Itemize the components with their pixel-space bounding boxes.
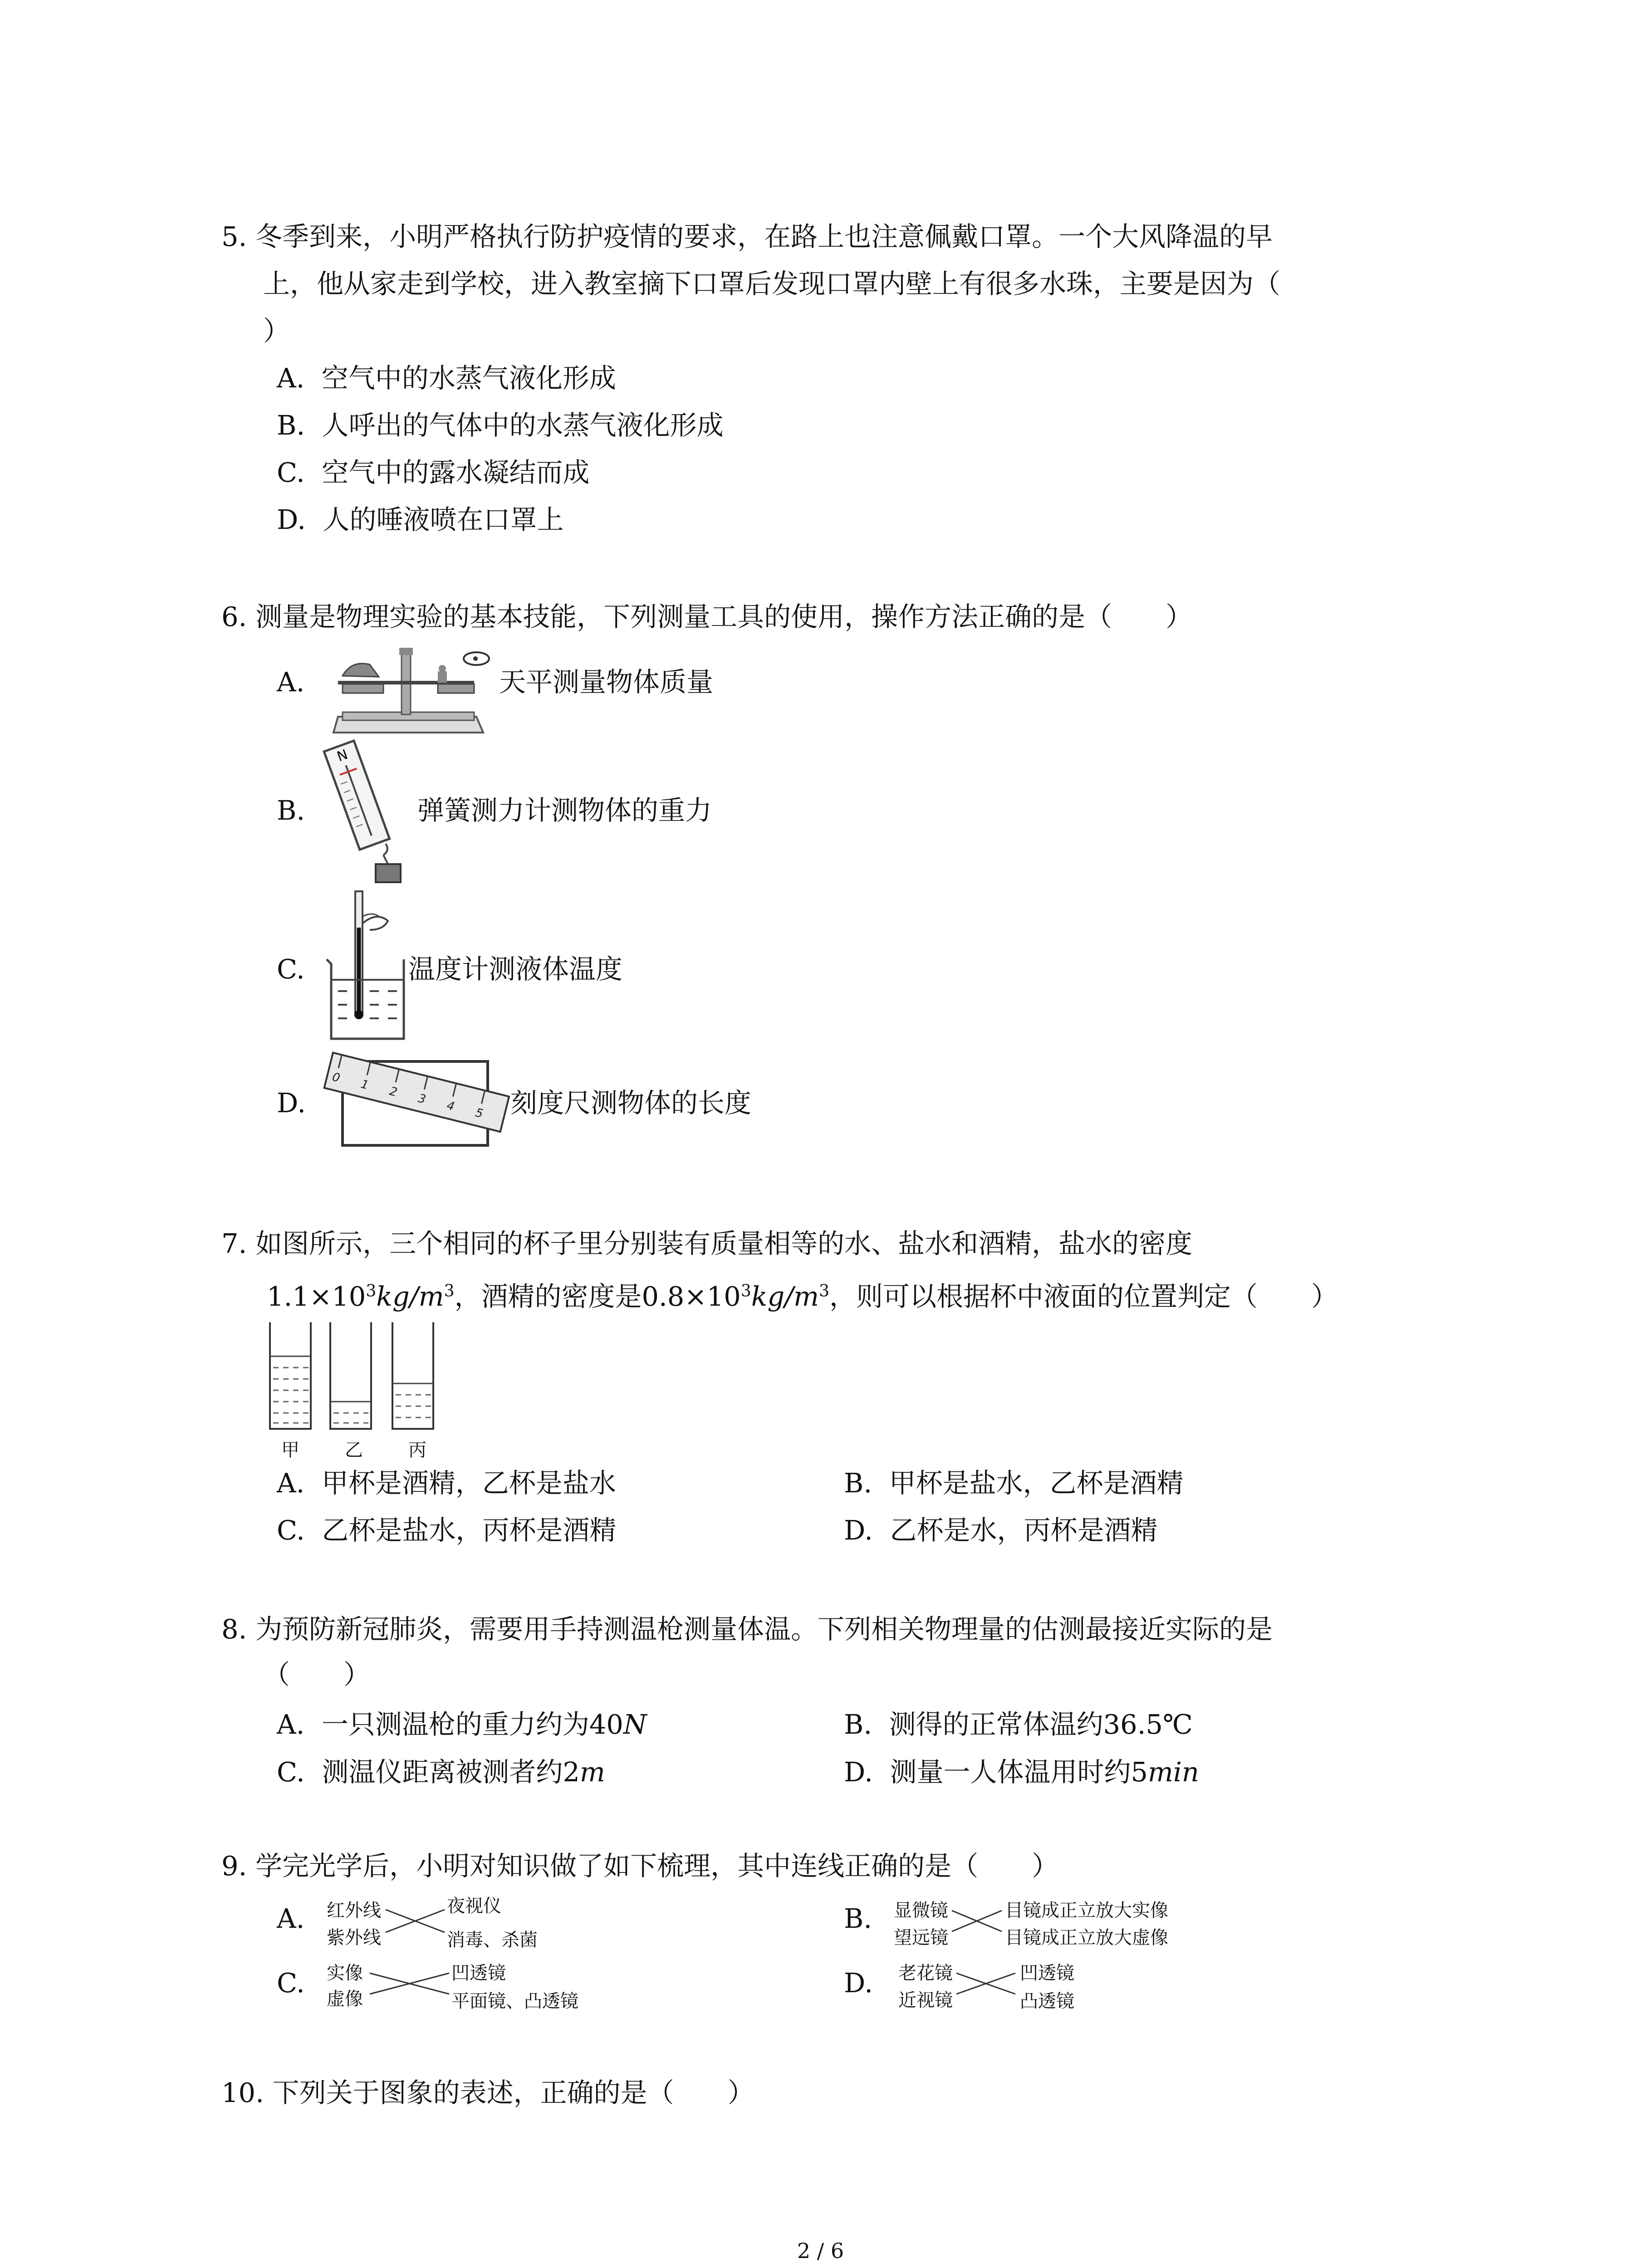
q9c-right-1: 凹透镜 [451,1963,506,1984]
q9-option-b-letter: B. [844,1903,872,1934]
q8-option-b: B. 测得的正常体温约36.5℃ [844,1709,1193,1740]
q7-option-a: A. 甲杯是酒精，乙杯是盐水 [277,1467,616,1499]
q9-stem: 9. 学完光学后，小明对知识做了如下梳理，其中连线正确的是（ ） [221,1850,1059,1882]
page-number: 2 / 6 [797,2239,844,2263]
q9-option-c-letter: C. [277,1967,305,1999]
q10-stem: 10. 下列关于图象的表述，正确的是（ ） [221,2077,754,2108]
q9d-left-1: 老花镜 [898,1963,953,1984]
q7-option-b: B. 甲杯是盐水，乙杯是酒精 [844,1467,1184,1499]
q9c-cross-lines [370,1968,449,1999]
q9b-left-2: 望远镜 [894,1927,948,1948]
ruler-tick-4: 4 [445,1099,456,1114]
q9-option-d-letter: D. [844,1967,873,1999]
q9a-right-1: 夜视仪 [447,1896,501,1916]
q8-line-1: 8. 为预防新冠肺炎，需要用手持测温枪测量体温。下列相关物理量的估测最接近实际的是 [221,1613,1273,1645]
q9d-right-1: 凹透镜 [1020,1963,1074,1984]
q5-option-c: C. 空气中的露水凝结而成 [277,457,590,488]
ruler-figure [320,1052,515,1152]
balance-scale-figure [324,640,497,735]
q9b-left-1: 显微镜 [894,1900,948,1921]
q6-option-c-letter: C. [277,953,305,985]
q6-option-d-text: 刻度尺测物体的长度 [510,1087,752,1119]
q9b-right-2: 目镜成正立放大虚像 [1005,1927,1168,1948]
cup-label-yi: 乙 [345,1440,363,1461]
q9a-left-1: 红外线 [327,1900,381,1921]
q6-option-c-text: 温度计测液体温度 [408,953,623,985]
q5-line-2: 上，他从家走到学校，进入教室摘下口罩后发现口罩内壁上有很多水珠，主要是因为（ [263,268,1281,299]
cup-label-bing: 丙 [408,1440,426,1461]
three-cups-figure [263,1322,454,1454]
q5-option-b: B. 人呼出的气体中的水蒸气液化形成 [277,410,724,441]
q6-option-a-text: 天平测量物体质量 [499,666,714,698]
q7-option-d: D. 乙杯是水，丙杯是酒精 [844,1515,1158,1546]
q5-option-a: A. 空气中的水蒸气液化形成 [277,362,616,394]
q9a-left-2: 紫外线 [327,1927,381,1948]
q9a-right-2: 消毒、杀菌 [447,1930,538,1950]
q9d-cross-lines [956,1968,1015,1999]
q5-line-3: ） [263,315,290,347]
ruler-tick-0: 0 [331,1070,342,1085]
q9c-left-2: 虚像 [327,1989,363,2009]
q9a-cross-lines [386,1903,445,1939]
q6-stem: 6. 测量是物理实验的基本技能，下列测量工具的使用，操作方法正确的是（ ） [221,601,1193,632]
q6-option-a-letter: A. [277,666,305,698]
ruler-tick-3: 3 [416,1091,427,1107]
q9d-right-2: 凸透镜 [1020,1991,1074,2012]
ruler-tick-5: 5 [474,1106,485,1121]
q6-option-b-letter: B. [277,795,305,826]
q8-option-d: D. 测量一人体温用时约5min [844,1756,1199,1788]
q9b-cross-lines [952,1905,1002,1937]
ruler-tick-2: 2 [388,1084,399,1100]
q7-option-c: C. 乙杯是盐水，丙杯是酒精 [277,1515,617,1546]
spring-scale-figure [318,739,417,889]
spring-scale-n-label: N [335,746,350,765]
q5-line-1: 5. 冬季到来，小明严格执行防护疫情的要求，在路上也注意佩戴口罩。一个大风降温的早 [221,221,1273,252]
q9d-left-2: 近视镜 [898,1990,953,2011]
q9c-left-1: 实像 [327,1963,363,1984]
q6-option-b-text: 弹簧测力计测物体的重力 [417,795,712,826]
q8-option-c: C. 测温仪距离被测者约2m [277,1756,605,1788]
q6-option-d-letter: D. [277,1087,306,1119]
q8-option-a: A. 一只测温枪的重力约为40N [277,1709,647,1740]
q9-option-a-letter: A. [277,1903,305,1934]
q9c-right-2: 平面镜、凸透镜 [451,1991,578,2012]
q5-option-d: D. 人的唾液喷在口罩上 [277,504,564,535]
q9b-right-1: 目镜成正立放大实像 [1005,1900,1168,1921]
ruler-tick-1: 1 [359,1077,370,1093]
cup-label-jia: 甲 [281,1440,299,1461]
q7-line-2: $1.1\times 10^3kg/m^3$，酒精的密度是$0.8\times 10^3kg/m^3$，则可以根据杯中液面的位置判定（ ） [267,1281,1338,1312]
q7-line-1: 7. 如图所示，三个相同的杯子里分别装有质量相等的水、盐水和酒精，盐水的密度 [221,1228,1193,1259]
thermometer-beaker-figure [320,891,415,1046]
q8-line-2: （ ） [263,1659,371,1690]
